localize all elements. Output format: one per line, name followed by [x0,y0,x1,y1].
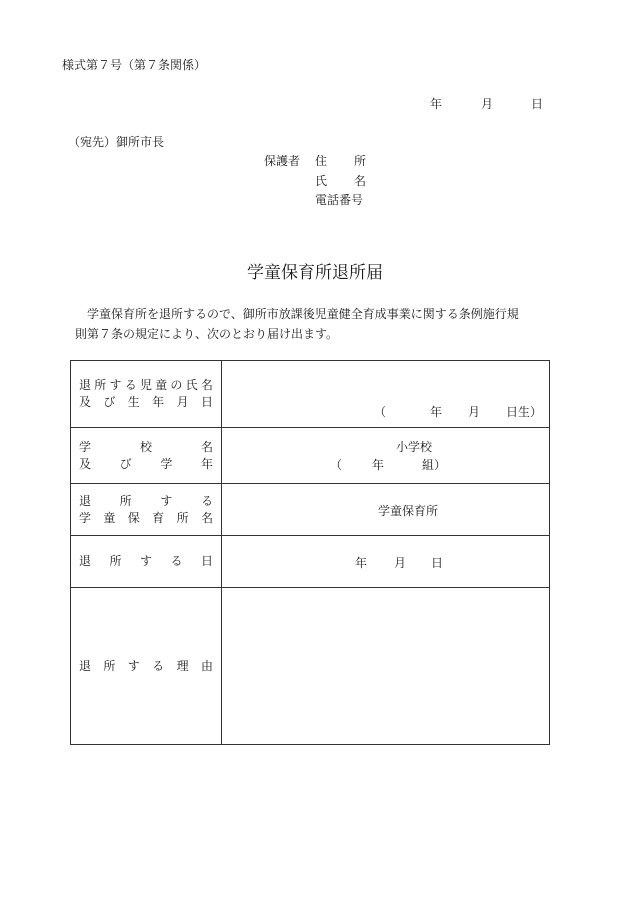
value-reason[interactable] [222,588,550,745]
label-line: 及 び 生 年 月 日 [79,395,213,409]
birth-day-label: 日生） [506,405,543,419]
label-line: 退 所 す る 日 [79,554,213,568]
withdrawal-form-table [70,360,550,745]
body-line-1: 学童保育所を退所するので、御所市放課後児童健全育成事業に関する条例施行規 [87,307,519,321]
label-withdrawal-date [71,536,222,588]
page-title: 学童保育所退所届 [247,263,383,283]
value-withdrawal-date[interactable] [222,536,550,588]
form-id: 様式第７号（第７条関係） [62,58,207,72]
row-withdrawal-date [71,536,550,588]
body-line-2: 則第７条の規定により、次のとおり届け出ます。 [75,327,339,341]
value-school[interactable] [222,428,550,484]
grade-year-label: 年 [372,458,385,472]
withdraw-day-label: 日 [431,556,444,570]
label-line: 退 所 す る [79,493,213,508]
label-school [71,428,222,484]
label-line: 退 所 す る 理 由 [79,658,213,673]
facility-suffix: 学童保育所 [378,504,439,518]
grade-class-label: 組） [422,458,447,472]
school-suffix: 小学校 [396,440,433,454]
label-reason [71,588,222,745]
row-reason [71,588,550,745]
label-line: 学 童 保 育 所 名 [79,510,213,525]
label-child-name [71,361,222,428]
label-line: 及 び 学 年 [79,456,213,471]
guardian-label: 保護者 [264,154,301,168]
address-label-2: 所 [354,154,367,168]
label-line: 学 校 名 [79,439,213,454]
row-facility [71,484,550,536]
date-day-label: 日 [531,97,544,111]
addressee: （宛先）御所市長 [68,135,165,149]
date-month-label: 月 [481,97,494,111]
name-label-2: 名 [354,174,367,188]
date-year-label: 年 [430,97,443,111]
grade-open-paren: （ [330,458,343,472]
name-label-1: 氏 [315,174,328,188]
withdraw-year-label: 年 [355,556,368,570]
birth-open-paren: （ [374,405,387,419]
row-child-name [71,361,550,428]
birth-month-label: 月 [468,405,481,419]
row-school [71,428,550,484]
body-text [75,304,555,344]
value-facility[interactable] [222,484,550,536]
value-child-name[interactable] [222,361,550,428]
label-line: 退 所 す る 児 童 の 氏 名 [79,378,213,392]
birth-year-label: 年 [430,405,443,419]
address-label-1: 住 [315,154,328,168]
withdraw-month-label: 月 [394,556,407,570]
label-facility [71,484,222,536]
phone-label: 電話番号 [315,193,364,207]
